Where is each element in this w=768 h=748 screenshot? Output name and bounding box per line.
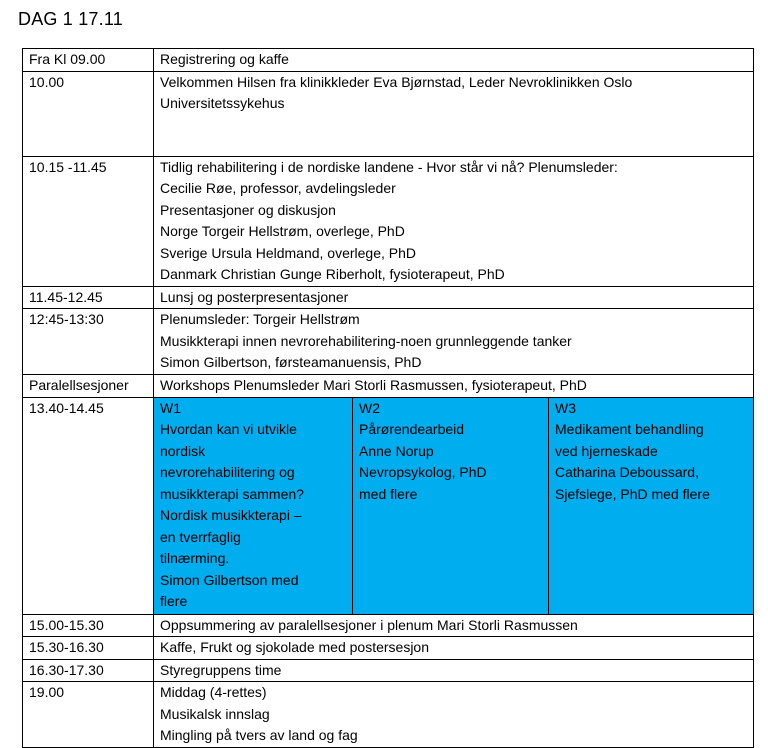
activity-line: Styregruppens time [160,661,282,678]
time-cell [23,637,154,660]
activity-cell [154,156,754,286]
activity-cell [154,637,754,660]
workshop-line: med flere [359,485,418,502]
table-row-velkommen [23,71,754,156]
time-cell [23,682,154,748]
table-row-middag [23,682,754,748]
time-label: 11.45-12.45 [29,288,103,305]
activity-line: Velkommen Hilsen fra klinikkleder Eva Bjørnstad, Leder Nevroklinikken Oslo [160,73,633,90]
workshop-line: en tverrfaglig [160,528,241,545]
workshop-w1 [154,398,352,614]
activity-line: Middag (4-rettes) [160,684,267,700]
activity-cell [154,614,754,637]
page-title: DAG 1 17.11 [18,9,123,29]
workshop-line: W2 [359,399,380,416]
time-label: 13.40-14.45 [29,399,104,416]
activity-line: Oppsummering av paralellsesjoner i plenum Mari Storli Rasmussen [160,616,578,633]
activity-line: Sverige Ursula Heldmand, overlege, PhD [160,244,417,261]
time-label: 10.00 [29,73,65,90]
activity-cell [154,309,754,375]
time-label: 16.30-17.30 [29,661,104,678]
activity-line: Plenumsleder: Torgeir Hellstrøm [160,311,360,327]
workshop-line: ved hjerneskade [555,442,658,459]
activity-line: Presentasjoner og diskusjon [160,201,336,218]
activity-line: Tidlig rehabilitering i de nordiske landene - Hvor står vi nå? Plenumsleder: [160,158,618,175]
workshop-line: Catharina Deboussard, [555,464,699,480]
activity-line: Registrering og kaffe [160,51,289,67]
time-label: 10.15 -11.45 [29,158,107,175]
table-row-oppsummering [23,614,754,637]
workshop-line: musikkterapi sammen? [160,485,304,502]
activity-line: Kaffe, Frukt og sjokolade med postersesjon [160,639,430,655]
time-label: 12:45-13:30 [29,311,104,327]
time-cell [23,286,154,309]
time-cell [23,309,154,375]
workshop-line: Sjefslege, PhD med flere [555,485,710,502]
workshop-line: Hvordan kan vi utvikle [160,421,297,437]
workshop-line: flere [160,593,188,609]
table-row-kaffe [23,637,754,660]
table-row-registrering [23,49,754,72]
activity-cell [154,286,754,309]
activity-line: Lunsj og posterpresentasjoner [160,288,349,305]
workshop-line: Medikament behandling [555,421,704,437]
activity-cell [154,682,754,748]
activity-cell [154,71,754,156]
time-cell [23,71,154,156]
workshop-line: W1 [160,399,181,416]
time-cell [23,156,154,286]
activity-line: Cecilie Røe, professor, avdelingsleder [160,180,396,196]
activity-cell [154,659,754,682]
workshop-line: Simon Gilbertson med [160,571,299,588]
activity-line: Norge Torgeir Hellstrøm, overlege, PhD [160,223,405,239]
activity-line: Universitetssykehus [160,95,285,111]
table-row-rehabilitering [23,156,754,286]
workshop-line: W3 [555,399,576,416]
time-label: 15.00-15.30 [29,616,104,633]
workshop-line: nordisk [160,442,206,459]
time-cell [23,49,154,72]
workshop-w3 [548,398,753,614]
activity-line: Musikkterapi innen nevrorehabilitering-noen grunnleggende tanker [160,332,572,349]
table-row-parallell [23,375,754,398]
activity-line: Danmark Christian Gunge Riberholt, fysioterapeut, PhD [160,266,505,282]
table-row-styregruppe [23,659,754,682]
activity-line: Mingling på tvers av land og fag [160,727,358,743]
table-row-workshops [23,397,754,614]
activity-cell [154,49,754,72]
time-label: 15.30-16.30 [29,639,104,655]
workshop-line: Nordisk musikkterapi – [160,507,302,523]
activity-line: Musikalsk innslag [160,705,270,722]
table-row-lunsj [23,286,754,309]
time-cell [23,397,154,614]
activity-line: Simon Gilbertson, førsteamanuensis, PhD [160,354,422,370]
workshop-line: Nevropsykolog, PhD [359,464,487,480]
time-label: Fra Kl 09.00 [29,51,106,67]
time-label: Paralellsesjoner [29,377,129,393]
program-table [22,48,754,748]
time-cell [23,614,154,637]
workshop-w2 [352,398,548,614]
table-row-plenum [23,309,754,375]
time-cell [23,375,154,398]
activity-cell [154,375,754,398]
workshop-line: nevrorehabilitering og [160,464,295,480]
workshop-line: tilnærming. [160,550,230,566]
time-label: 19.00 [29,684,65,700]
activity-line: Workshops Plenumsleder Mari Storli Rasmussen, fysioterapeut, PhD [160,377,587,393]
workshop-cell [154,397,754,614]
workshop-grid [154,398,753,614]
time-cell [23,659,154,682]
workshop-line: Anne Norup [359,442,434,459]
workshop-line: Pårørendearbeid [359,421,465,437]
